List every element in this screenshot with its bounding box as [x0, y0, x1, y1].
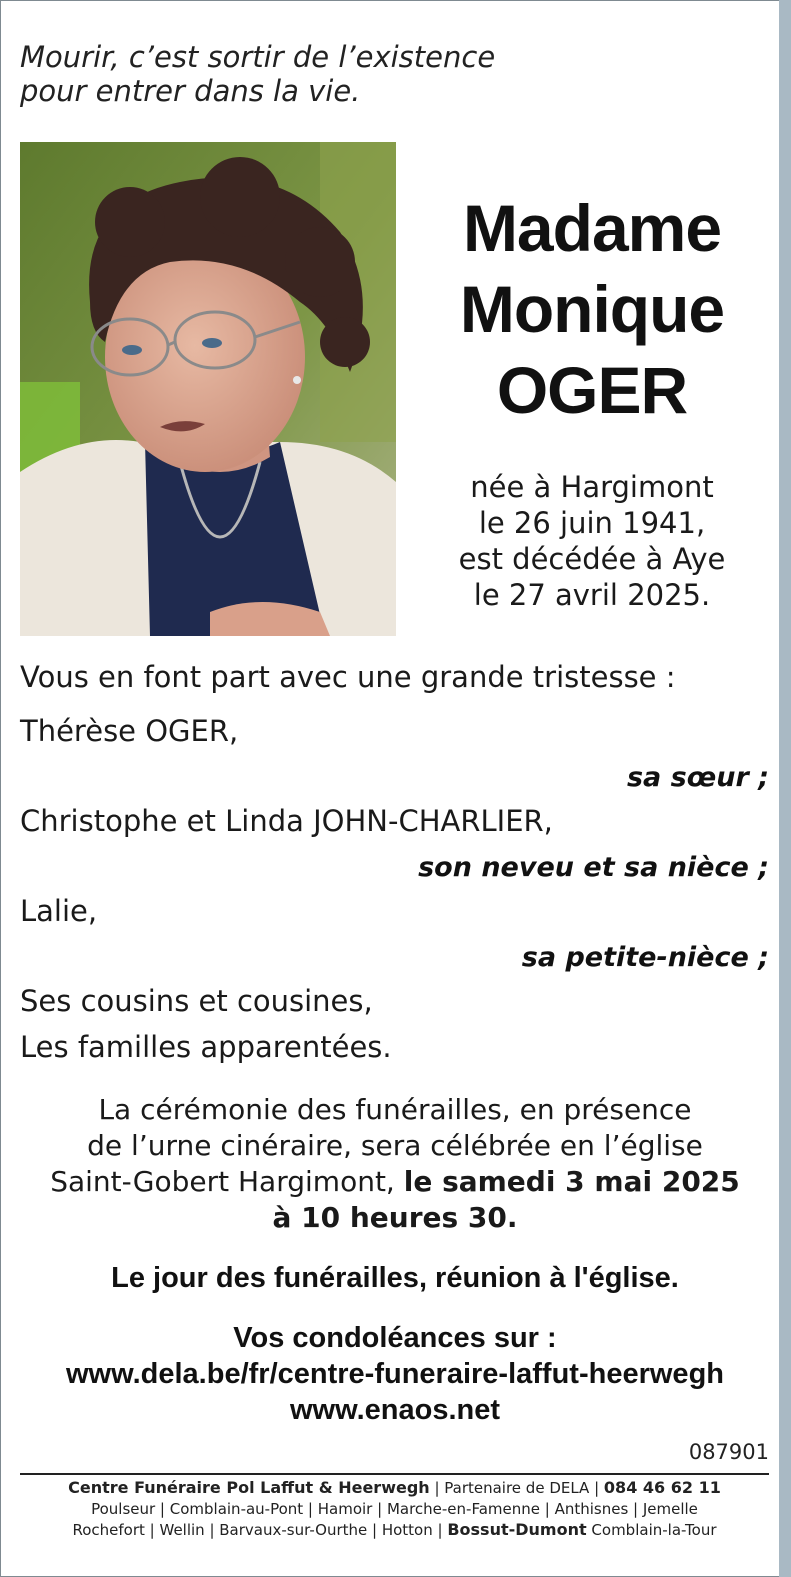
family-member-relation: son neveu et sa nièce ;: [418, 852, 769, 883]
locations-list: Rochefort | Wellin | Barvaux-sur-Ourthe | Hotton |: [72, 1521, 443, 1539]
footer-separator: |: [589, 1479, 604, 1497]
birth-place: née à Hargimont: [470, 470, 714, 504]
family-member-name: Lalie,: [20, 894, 98, 928]
locations-line-1: Poulseur | Comblain-au-Pont | Hamoir | Marche-en-Famenne | Anthisnes | Jemelle: [91, 1500, 698, 1518]
meeting-text: Le jour des funérailles, réunion à l'église.: [111, 1262, 679, 1294]
deceased-title: Madame: [462, 191, 722, 265]
funeral-home-partner: Partenaire de DELA: [444, 1479, 590, 1497]
reference-number: 087901: [688, 1440, 769, 1464]
condolences-label: Vos condoléances sur :: [233, 1322, 557, 1354]
second-partner-name: Bossut-Dumont: [447, 1520, 587, 1539]
life-dates: [402, 469, 782, 613]
condolences-block: [20, 1320, 770, 1428]
funeral-home-phone: 084 46 62 11: [603, 1478, 721, 1497]
footer-separator: |: [429, 1479, 445, 1497]
epitaph-quote: [20, 40, 540, 108]
footer-divider: [20, 1473, 769, 1475]
meeting-note: [20, 1260, 770, 1296]
funeral-home-line: [20, 1478, 769, 1497]
quote-line-2: pour entrer dans la vie.: [20, 74, 361, 108]
condolences-url-dela[interactable]: www.dela.be/fr/centre-funeraire-laffut-heerwegh: [66, 1358, 724, 1390]
birth-date: le 26 juin 1941,: [478, 506, 706, 540]
family-member-relation: sa sœur ;: [626, 762, 769, 793]
family-intro: Vous en font part avec une grande tristesse :: [20, 660, 676, 694]
family-member-name: Christophe et Linda JOHN-CHARLIER,: [20, 804, 553, 838]
death-date: le 27 avril 2025.: [473, 578, 711, 612]
ceremony-date: le samedi 3 mai 2025: [403, 1165, 740, 1198]
church-name: Saint-Gobert Hargimont,: [50, 1165, 395, 1198]
ceremony-line-1: La cérémonie des funérailles, en présence: [98, 1093, 692, 1126]
family-member-relation: sa petite-nièce ;: [521, 942, 769, 973]
deceased-first-name: Monique: [459, 272, 725, 346]
ceremony-line-2: de l’urne cinéraire, sera célébrée en l’église: [87, 1129, 703, 1162]
ceremony-details: [20, 1092, 770, 1236]
ceremony-time: à 10 heures 30.: [272, 1201, 518, 1234]
family-member-name: Thérèse OGER,: [20, 714, 239, 748]
portrait-photo: [20, 142, 396, 636]
family-relatives: Les familles apparentées.: [20, 1030, 392, 1064]
second-partner-place: Comblain-la-Tour: [591, 1521, 717, 1539]
family-cousins: Ses cousins et cousines,: [20, 984, 373, 1018]
deceased-last-name: OGER: [496, 353, 688, 427]
quote-line-1: Mourir, c’est sortir de l’existence: [20, 40, 496, 74]
ceremony-line-3: [20, 1164, 770, 1200]
funeral-home-name: Centre Funéraire Pol Laffut & Heerwegh: [68, 1478, 430, 1497]
deceased-name: [402, 188, 782, 431]
condolences-url-enaos[interactable]: www.enaos.net: [289, 1394, 501, 1426]
ceremony-line-4: [20, 1200, 770, 1236]
death-place: est décédée à Aye: [458, 542, 726, 576]
locations-line-2: [20, 1520, 769, 1539]
